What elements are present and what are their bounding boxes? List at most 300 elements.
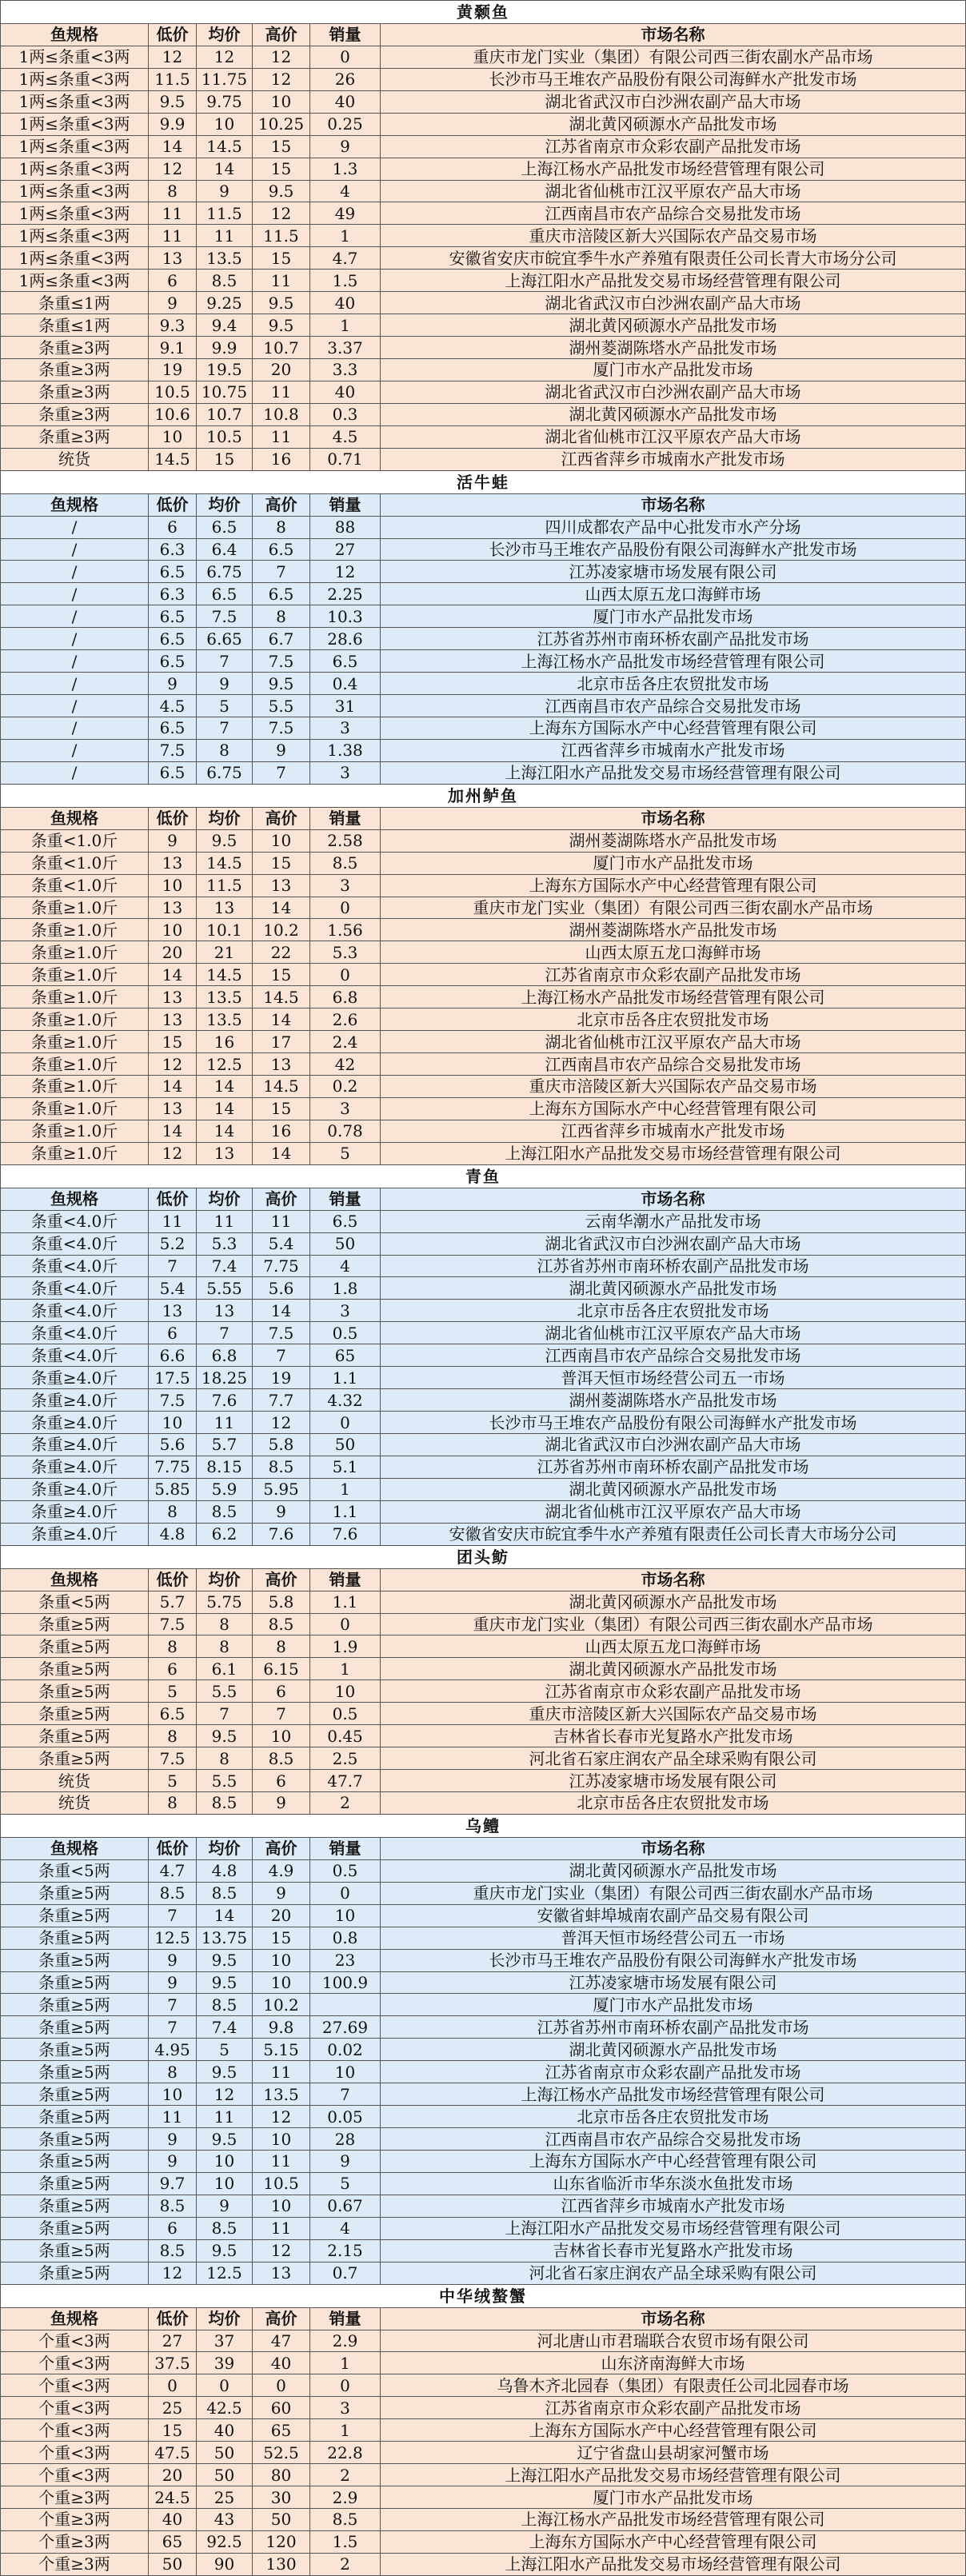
high-price-cell: 7	[252, 1344, 309, 1366]
avg-price-cell: 11	[196, 1210, 252, 1232]
volume-cell: 3	[309, 717, 380, 739]
table-row	[1, 1971, 965, 1994]
market-name-cell: 重庆市龙门实业（集团）有限公司西三街农副水产品市场	[380, 1613, 965, 1635]
high-price-cell: 17	[252, 1030, 309, 1052]
table-row	[1, 358, 965, 381]
low-price-cell: 10.5	[148, 381, 196, 403]
spec-cell: 个重<3两	[1, 2330, 148, 2352]
volume-cell: 5	[309, 1142, 380, 1164]
avg-price-cell: 10	[196, 2150, 252, 2172]
avg-price-column-header: 均价	[196, 1568, 252, 1591]
low-price-cell: 12.5	[148, 1927, 196, 1949]
market-name-cell: 江西南昌市农产品综合交易批发市场	[380, 694, 965, 717]
avg-price-cell: 9.4	[196, 314, 252, 336]
market-name-cell: 江西南昌市农产品综合交易批发市场	[380, 1052, 965, 1075]
table-header-row	[1, 23, 965, 46]
market-name-cell: 湖北黄冈硕源水产品批发市场	[380, 1657, 965, 1679]
volume-cell: 1.1	[309, 1591, 380, 1613]
volume-cell: 0.25	[309, 113, 380, 135]
table-row	[1, 2441, 965, 2463]
avg-price-cell: 16	[196, 1030, 252, 1052]
avg-price-cell: 11	[196, 2105, 252, 2127]
volume-cell: 40	[309, 291, 380, 314]
high-price-cell: 4.9	[252, 1859, 309, 1882]
avg-price-cell: 5.5	[196, 1679, 252, 1702]
avg-price-cell: 8	[196, 1747, 252, 1769]
spec-cell: 条重≥4.0斤	[1, 1433, 148, 1456]
avg-price-column-header: 均价	[196, 23, 252, 46]
table-row	[1, 202, 965, 224]
volume-cell: 0.7	[309, 2262, 380, 2284]
high-price-cell: 5.5	[252, 694, 309, 717]
volume-cell: 0.78	[309, 1120, 380, 1142]
table-row	[1, 291, 965, 314]
high-price-column-header: 高价	[252, 23, 309, 46]
low-price-cell: 9	[148, 291, 196, 314]
volume-cell: 23	[309, 1949, 380, 1971]
volume-cell: 7.6	[309, 1523, 380, 1545]
section-title: 青鱼	[465, 1166, 501, 1186]
low-price-cell: 17.5	[148, 1366, 196, 1388]
avg-price-cell: 5	[196, 2038, 252, 2060]
avg-price-cell: 5.75	[196, 1591, 252, 1613]
spec-cell: 1两≤条重<3两	[1, 180, 148, 202]
low-price-cell: 4.8	[148, 1523, 196, 1545]
avg-price-cell: 14	[196, 1075, 252, 1097]
market-name-cell: 上海江阳水产品批发交易市场经营管理有限公司	[380, 2553, 965, 2575]
avg-price-cell: 9	[196, 672, 252, 694]
volume-cell: 40	[309, 90, 380, 113]
volume-cell: 2	[309, 2463, 380, 2486]
spec-cell: 条重≥5两	[1, 1702, 148, 1724]
low-price-column-header: 低价	[148, 807, 196, 829]
spec-cell: 1两≤条重<3两	[1, 113, 148, 135]
high-price-cell: 8.5	[252, 1613, 309, 1635]
spec-cell: 条重<4.0斤	[1, 1276, 148, 1299]
avg-price-cell: 8	[196, 1635, 252, 1657]
market-name-cell: 江苏省苏州市南环桥农副产品批发市场	[380, 2015, 965, 2038]
low-price-cell: 6	[148, 2217, 196, 2239]
high-price-cell: 20	[252, 1904, 309, 1927]
market-name-cell: 江西省萍乡市城南水产批发市场	[380, 448, 965, 470]
high-price-cell: 14.5	[252, 1075, 309, 1097]
table-row	[1, 1859, 965, 1882]
spec-cell: 条重≥5两	[1, 1971, 148, 1994]
section-title: 团头鲂	[457, 1547, 509, 1567]
high-price-cell: 10.2	[252, 1993, 309, 2015]
volume-cell: 4.7	[309, 246, 380, 269]
market-name-cell: 重庆市涪陵区新大兴国际农产品交易市场	[380, 1075, 965, 1097]
spec-cell: 条重<4.0斤	[1, 1210, 148, 1232]
avg-price-cell: 10	[196, 113, 252, 135]
market-name-cell: 江西省萍乡市城南水产批发市场	[380, 739, 965, 761]
table-row	[1, 985, 965, 1008]
market-name-cell: 湖北省武汉市白沙洲农副产品大市场	[380, 291, 965, 314]
volume-cell: 49	[309, 202, 380, 224]
volume-cell: 8.5	[309, 852, 380, 874]
low-price-cell: 8	[148, 180, 196, 202]
market-name-cell: 湖州菱湖陈塔水产品批发市场	[380, 336, 965, 358]
volume-cell: 3	[309, 1299, 380, 1321]
low-price-cell: 6	[148, 1321, 196, 1344]
avg-price-cell: 8.15	[196, 1456, 252, 1478]
low-price-cell: 14	[148, 963, 196, 985]
spec-column-header: 鱼规格	[1, 23, 148, 46]
spec-cell: 条重≥5两	[1, 2172, 148, 2195]
spec-cell: /	[1, 605, 148, 627]
table-row	[1, 582, 965, 605]
market-name-cell: 上海江杨水产品批发市场经营管理有限公司	[380, 158, 965, 180]
market-name-cell: 云南华潮水产品批发市场	[380, 1210, 965, 1232]
market-name-cell: 上海江杨水产品批发市场经营管理有限公司	[380, 649, 965, 672]
avg-price-column-header: 均价	[196, 493, 252, 516]
volume-cell: 4	[309, 1255, 380, 1277]
avg-price-cell: 8.5	[196, 269, 252, 291]
spec-cell: 条重≥3两	[1, 336, 148, 358]
table-row	[1, 224, 965, 246]
market-name-cell: 山西太原五龙口海鲜市场	[380, 582, 965, 605]
high-price-cell: 130	[252, 2553, 309, 2575]
table-row	[1, 1613, 965, 1635]
high-price-cell: 12	[252, 1411, 309, 1433]
table-row	[1, 1433, 965, 1456]
table-row	[1, 46, 965, 68]
low-price-cell: 65	[148, 2530, 196, 2553]
spec-cell: /	[1, 560, 148, 582]
low-price-cell: 24.5	[148, 2486, 196, 2508]
low-price-cell: 10	[148, 1411, 196, 1433]
volume-cell: 6.5	[309, 649, 380, 672]
low-price-cell: 6.5	[148, 627, 196, 649]
market-name-cell: 江苏省苏州市南环桥农副产品批发市场	[380, 627, 965, 649]
market-name-cell: 山东省临沂市华东淡水鱼批发市场	[380, 2172, 965, 2195]
low-price-cell: 12	[148, 1052, 196, 1075]
avg-price-cell: 8.5	[196, 1882, 252, 1904]
high-price-cell: 7	[252, 1702, 309, 1724]
table-row	[1, 2217, 965, 2239]
avg-price-cell: 8	[196, 739, 252, 761]
spec-cell: 统货	[1, 1769, 148, 1791]
avg-price-cell: 6.1	[196, 1657, 252, 1679]
spec-cell: 条重≥3两	[1, 425, 148, 448]
market-name-column-header: 市场名称	[380, 493, 965, 516]
high-price-cell: 7.75	[252, 1255, 309, 1277]
table-row	[1, 2351, 965, 2374]
high-price-cell: 8	[252, 516, 309, 538]
volume-cell: 0	[309, 1613, 380, 1635]
market-name-cell: 湖州菱湖陈塔水产品批发市场	[380, 918, 965, 941]
spec-cell: 条重<1.0斤	[1, 852, 148, 874]
spec-cell: 条重<5两	[1, 1859, 148, 1882]
section-title-row	[1, 470, 965, 493]
table-row	[1, 269, 965, 291]
market-name-cell: 江苏省苏州市南环桥农副产品批发市场	[380, 1255, 965, 1277]
low-price-cell: 6	[148, 1657, 196, 1679]
high-price-cell: 9	[252, 1500, 309, 1523]
table-row	[1, 1993, 965, 2015]
avg-price-cell: 8.5	[196, 1500, 252, 1523]
spec-cell: 条重≥5两	[1, 2038, 148, 2060]
table-row	[1, 2374, 965, 2396]
volume-cell: 1.1	[309, 1500, 380, 1523]
volume-cell: 2.6	[309, 1008, 380, 1030]
low-price-cell: 50	[148, 2553, 196, 2575]
table-row	[1, 1904, 965, 1927]
volume-cell: 47.7	[309, 1769, 380, 1791]
market-name-cell: 重庆市龙门实业（集团）有限公司西三街农副水产品市场	[380, 1882, 965, 1904]
low-price-cell: 4.95	[148, 2038, 196, 2060]
spec-cell: 条重<4.0斤	[1, 1321, 148, 1344]
low-price-cell: 15	[148, 2418, 196, 2441]
market-name-cell: 北京市岳各庄农贸批发市场	[380, 672, 965, 694]
market-name-cell: 重庆市龙门实业（集团）有限公司西三街农副水产品市场	[380, 46, 965, 68]
high-price-cell: 12	[252, 2239, 309, 2262]
high-price-cell: 10	[252, 90, 309, 113]
table-row	[1, 1478, 965, 1500]
volume-cell: 3	[309, 761, 380, 784]
table-row	[1, 2105, 965, 2127]
table-row	[1, 1456, 965, 1478]
market-name-cell: 江苏省南京市众彩农副产品批发市场	[380, 135, 965, 158]
volume-column-header: 销量	[309, 1188, 380, 1210]
high-price-cell: 10	[252, 1971, 309, 1994]
market-name-column-header: 市场名称	[380, 1837, 965, 1859]
low-price-cell: 9.1	[148, 336, 196, 358]
avg-price-cell: 14	[196, 1904, 252, 1927]
volume-cell: 0.3	[309, 403, 380, 425]
volume-cell: 3	[309, 2396, 380, 2418]
market-name-cell: 江苏省南京市众彩农副产品批发市场	[380, 1679, 965, 1702]
spec-cell: 个重≥3两	[1, 2553, 148, 2575]
market-name-cell: 北京市岳各庄农贸批发市场	[380, 1791, 965, 1814]
market-name-cell: 上海东方国际水产中心经营管理有限公司	[380, 1097, 965, 1120]
spec-cell: 1两≤条重<3两	[1, 246, 148, 269]
avg-price-cell: 7	[196, 649, 252, 672]
market-name-cell: 山西太原五龙口海鲜市场	[380, 941, 965, 963]
high-price-cell: 14	[252, 1299, 309, 1321]
spec-cell: 条重≥5两	[1, 2083, 148, 2105]
market-name-cell: 湖北黄冈硕源水产品批发市场	[380, 1478, 965, 1500]
low-price-cell: 27	[148, 2330, 196, 2352]
table-row	[1, 2330, 965, 2352]
spec-cell: 条重≥5两	[1, 1993, 148, 2015]
low-price-cell: 8.5	[148, 2195, 196, 2217]
table-row	[1, 2195, 965, 2217]
low-price-cell: 7	[148, 2015, 196, 2038]
high-price-cell: 120	[252, 2530, 309, 2553]
spec-cell: 条重≥5两	[1, 1635, 148, 1657]
market-name-column-header: 市场名称	[380, 807, 965, 829]
table-row	[1, 1344, 965, 1366]
market-name-cell: 江西南昌市农产品综合交易批发市场	[380, 1344, 965, 1366]
spec-cell: 条重≥5两	[1, 1949, 148, 1971]
spec-cell: 个重<3两	[1, 2418, 148, 2441]
high-price-cell: 11	[252, 2150, 309, 2172]
section-title: 活牛蛙	[457, 472, 509, 492]
low-price-cell: 10	[148, 874, 196, 897]
low-price-cell: 8	[148, 1500, 196, 1523]
high-price-cell: 9	[252, 739, 309, 761]
market-name-cell: 河北省石家庄润农产品全球采购有限公司	[380, 2262, 965, 2284]
avg-price-cell: 90	[196, 2553, 252, 2575]
spec-cell: 条重≥5两	[1, 1882, 148, 1904]
high-price-cell: 14	[252, 897, 309, 919]
high-price-cell: 7.5	[252, 717, 309, 739]
high-price-cell: 9.5	[252, 291, 309, 314]
low-price-cell: 8	[148, 2060, 196, 2083]
volume-cell: 1.56	[309, 918, 380, 941]
low-price-cell: 11	[148, 1210, 196, 1232]
spec-cell: 条重≥1.0斤	[1, 1008, 148, 1030]
table-row	[1, 1142, 965, 1164]
market-name-cell: 长沙市马王堆农产品股份有限公司海鲜水产批发市场	[380, 68, 965, 90]
market-name-cell: 普洱天恒市场经营公司五一市场	[380, 1366, 965, 1388]
avg-price-cell: 12.5	[196, 2262, 252, 2284]
market-name-column-header: 市场名称	[380, 2307, 965, 2330]
market-name-cell: 湖州菱湖陈塔水产品批发市场	[380, 1388, 965, 1411]
spec-column-header: 鱼规格	[1, 1837, 148, 1859]
table-header-row	[1, 1188, 965, 1210]
table-row	[1, 1523, 965, 1545]
spec-cell: 条重≥5两	[1, 2150, 148, 2172]
avg-price-cell: 5.55	[196, 1276, 252, 1299]
low-price-cell: 13	[148, 985, 196, 1008]
table-row	[1, 2150, 965, 2172]
avg-price-cell: 13.5	[196, 246, 252, 269]
spec-column-header: 鱼规格	[1, 807, 148, 829]
low-price-column-header: 低价	[148, 23, 196, 46]
avg-price-cell: 8.5	[196, 1993, 252, 2015]
market-name-cell: 上海江阳水产品批发交易市场经营管理有限公司	[380, 1142, 965, 1164]
low-price-cell: 6	[148, 269, 196, 291]
volume-cell: 0	[309, 2374, 380, 2396]
table-row	[1, 1411, 965, 1433]
market-name-cell: 上海东方国际水产中心经营管理有限公司	[380, 2530, 965, 2553]
low-price-cell: 20	[148, 2463, 196, 2486]
high-price-cell: 10	[252, 2127, 309, 2150]
volume-cell: 0.02	[309, 2038, 380, 2060]
high-price-cell: 9.5	[252, 314, 309, 336]
volume-cell: 6.8	[309, 985, 380, 1008]
avg-price-column-header: 均价	[196, 807, 252, 829]
high-price-cell: 16	[252, 1120, 309, 1142]
high-price-cell: 12	[252, 2105, 309, 2127]
spec-cell: 条重≥4.0斤	[1, 1500, 148, 1523]
high-price-cell: 5.4	[252, 1232, 309, 1255]
market-name-cell: 江苏省南京市众彩农副产品批发市场	[380, 2396, 965, 2418]
market-name-cell: 上海江阳水产品批发交易市场经营管理有限公司	[380, 2463, 965, 2486]
volume-cell: 1.5	[309, 269, 380, 291]
low-price-column-header: 低价	[148, 1568, 196, 1591]
volume-cell: 0	[309, 1411, 380, 1433]
avg-price-cell: 13.75	[196, 1927, 252, 1949]
spec-column-header: 鱼规格	[1, 493, 148, 516]
volume-cell: 5.1	[309, 1456, 380, 1478]
market-name-cell: 河北唐山市君瑞联合农贸市场有限公司	[380, 2330, 965, 2352]
avg-price-cell: 12	[196, 2083, 252, 2105]
volume-cell: 12	[309, 560, 380, 582]
table-row	[1, 761, 965, 784]
low-price-cell: 9.3	[148, 314, 196, 336]
avg-price-cell: 5	[196, 694, 252, 717]
market-name-cell: 湖北省仙桃市江汉平原农产品大市场	[380, 1030, 965, 1052]
table-row	[1, 2060, 965, 2083]
section-title-row	[1, 784, 965, 807]
spec-cell: 条重≥1.0斤	[1, 985, 148, 1008]
market-name-cell: 乌鲁木齐北园春（集团）有限责任公司北园春市场	[380, 2374, 965, 2396]
low-price-cell: 6.5	[148, 717, 196, 739]
avg-price-cell: 9.5	[196, 1949, 252, 1971]
spec-cell: 条重≥5两	[1, 2195, 148, 2217]
low-price-cell: 5.85	[148, 1478, 196, 1500]
avg-price-cell: 40	[196, 2418, 252, 2441]
avg-price-cell: 13	[196, 897, 252, 919]
table-row	[1, 1388, 965, 1411]
low-price-cell: 20	[148, 941, 196, 963]
spec-cell: 条重≥1.0斤	[1, 918, 148, 941]
table-row	[1, 2262, 965, 2284]
volume-cell: 9	[309, 135, 380, 158]
low-price-cell: 15	[148, 1030, 196, 1052]
market-name-cell: 上海江阳水产品批发交易市场经营管理有限公司	[380, 761, 965, 784]
avg-price-cell: 9.75	[196, 90, 252, 113]
volume-cell: 4	[309, 180, 380, 202]
low-price-cell: 9	[148, 1971, 196, 1994]
section-title: 黄颡鱼	[457, 2, 509, 22]
spec-cell: 条重≥4.0斤	[1, 1478, 148, 1500]
volume-cell: 50	[309, 1232, 380, 1255]
spec-cell: 条重<5两	[1, 1591, 148, 1613]
spec-cell: 1两≤条重<3两	[1, 202, 148, 224]
volume-cell: 1	[309, 224, 380, 246]
volume-cell: 8.5	[309, 2508, 380, 2530]
avg-price-cell: 10.75	[196, 381, 252, 403]
table-row	[1, 874, 965, 897]
avg-price-cell: 6.8	[196, 1344, 252, 1366]
spec-cell: 条重≥1.0斤	[1, 941, 148, 963]
low-price-cell: 5	[148, 1679, 196, 1702]
spec-cell: 个重<3两	[1, 2463, 148, 2486]
low-price-cell: 6.5	[148, 560, 196, 582]
low-price-cell: 13	[148, 897, 196, 919]
spec-cell: 个重<3两	[1, 2374, 148, 2396]
spec-cell: 条重≥5两	[1, 2262, 148, 2284]
table-row	[1, 1882, 965, 1904]
market-name-cell: 山东济南海鲜大市场	[380, 2351, 965, 2374]
low-price-cell: 10	[148, 2083, 196, 2105]
volume-cell: 2	[309, 2553, 380, 2575]
table-row	[1, 158, 965, 180]
table-row	[1, 246, 965, 269]
avg-price-cell: 7	[196, 1321, 252, 1344]
spec-cell: 个重<3两	[1, 2396, 148, 2418]
avg-price-cell: 11.5	[196, 874, 252, 897]
avg-price-cell: 13.5	[196, 985, 252, 1008]
high-price-cell: 10	[252, 2195, 309, 2217]
spec-cell: /	[1, 582, 148, 605]
avg-price-cell: 7.4	[196, 1255, 252, 1277]
spec-cell: 个重≥3两	[1, 2486, 148, 2508]
high-price-cell: 5.8	[252, 1433, 309, 1456]
spec-cell: 条重≥5两	[1, 2217, 148, 2239]
high-price-cell: 19	[252, 1366, 309, 1388]
spec-column-header: 鱼规格	[1, 1568, 148, 1591]
table-row	[1, 1366, 965, 1388]
spec-cell: 条重<4.0斤	[1, 1255, 148, 1277]
high-price-cell: 5.95	[252, 1478, 309, 1500]
spec-column-header: 鱼规格	[1, 2307, 148, 2330]
spec-cell: 条重<4.0斤	[1, 1232, 148, 1255]
